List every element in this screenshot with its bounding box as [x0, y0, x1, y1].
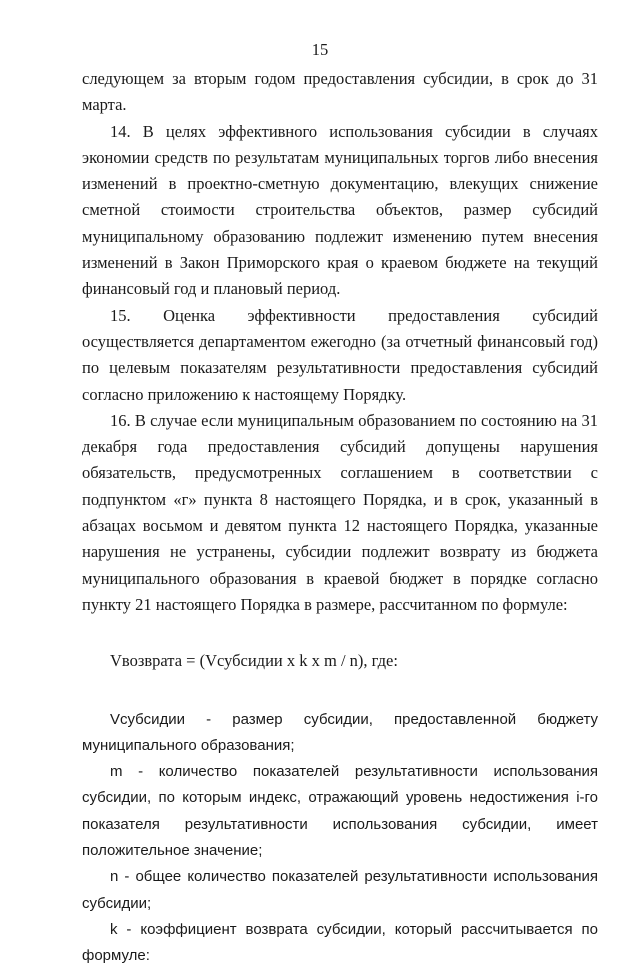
return-formula: Vвозврата = (Vсубсидии x k x m / n), где:	[110, 651, 398, 671]
page-number: 15	[311, 40, 329, 59]
paragraph-continuation: следующем за вторым годом предоставления субсидии, в срок до 31 марта.	[82, 69, 598, 115]
definition-k: k - коэффициент возврата субсидии, который рассчитывается по формуле:	[82, 920, 598, 965]
paragraph-16: 16. В случае если муниципальным образованием по состоянию на 31 декабря года предоставления субсидий допущены нарушения обязательств, предусмотренных соглашением в соответствии с подпунктом «г» пункта 8 настоящего Порядка, и в срок, указанный в абзацах восьмом и девятом пункта 12 настоящего Порядка, указанные нарушения не устранены, субсидии подлежит возврату из бюджета муниципального образования в краевой бюджет в порядке согласно пункту 21 настоящего Порядка в размере, рассчитанном по формуле:	[82, 410, 598, 614]
definition-n: n - общее количество показателей результативности использования субсидии;	[82, 868, 598, 912]
document-body	[82, 66, 598, 970]
formula-definitions	[82, 707, 598, 970]
paragraph-15: 15. Оценка эффективности предоставления субсидий осуществляется департаментом ежегодно (за отчетный финансовый год) по целевым показателям результативности предоставления субсидий согласно приложению к настоящему Порядку.	[82, 305, 598, 404]
paragraph-14: 14. В целях эффективного использования субсидии в случаях экономии средств по результатам муниципальных торгов либо внесения изменений в проектно-сметную документацию, влекущих снижение сметной стоимости строительства объектов, размер субсидий муниципальному образованию подлежит изменению путем внесения изменений в Закон Приморского края о краевом бюджете на текущий финансовый год и плановый период.	[82, 121, 598, 299]
definition-m: m - количество показателей результативности использования субсидии, по которым индекс, отражающий уровень недостижения i-го показателя результативности использования субсидии, имеет положительное значение;	[82, 763, 598, 860]
definition-vsubsidy: Vсубсидии - размер субсидии, предоставленной бюджету муниципального образования;	[82, 710, 598, 754]
